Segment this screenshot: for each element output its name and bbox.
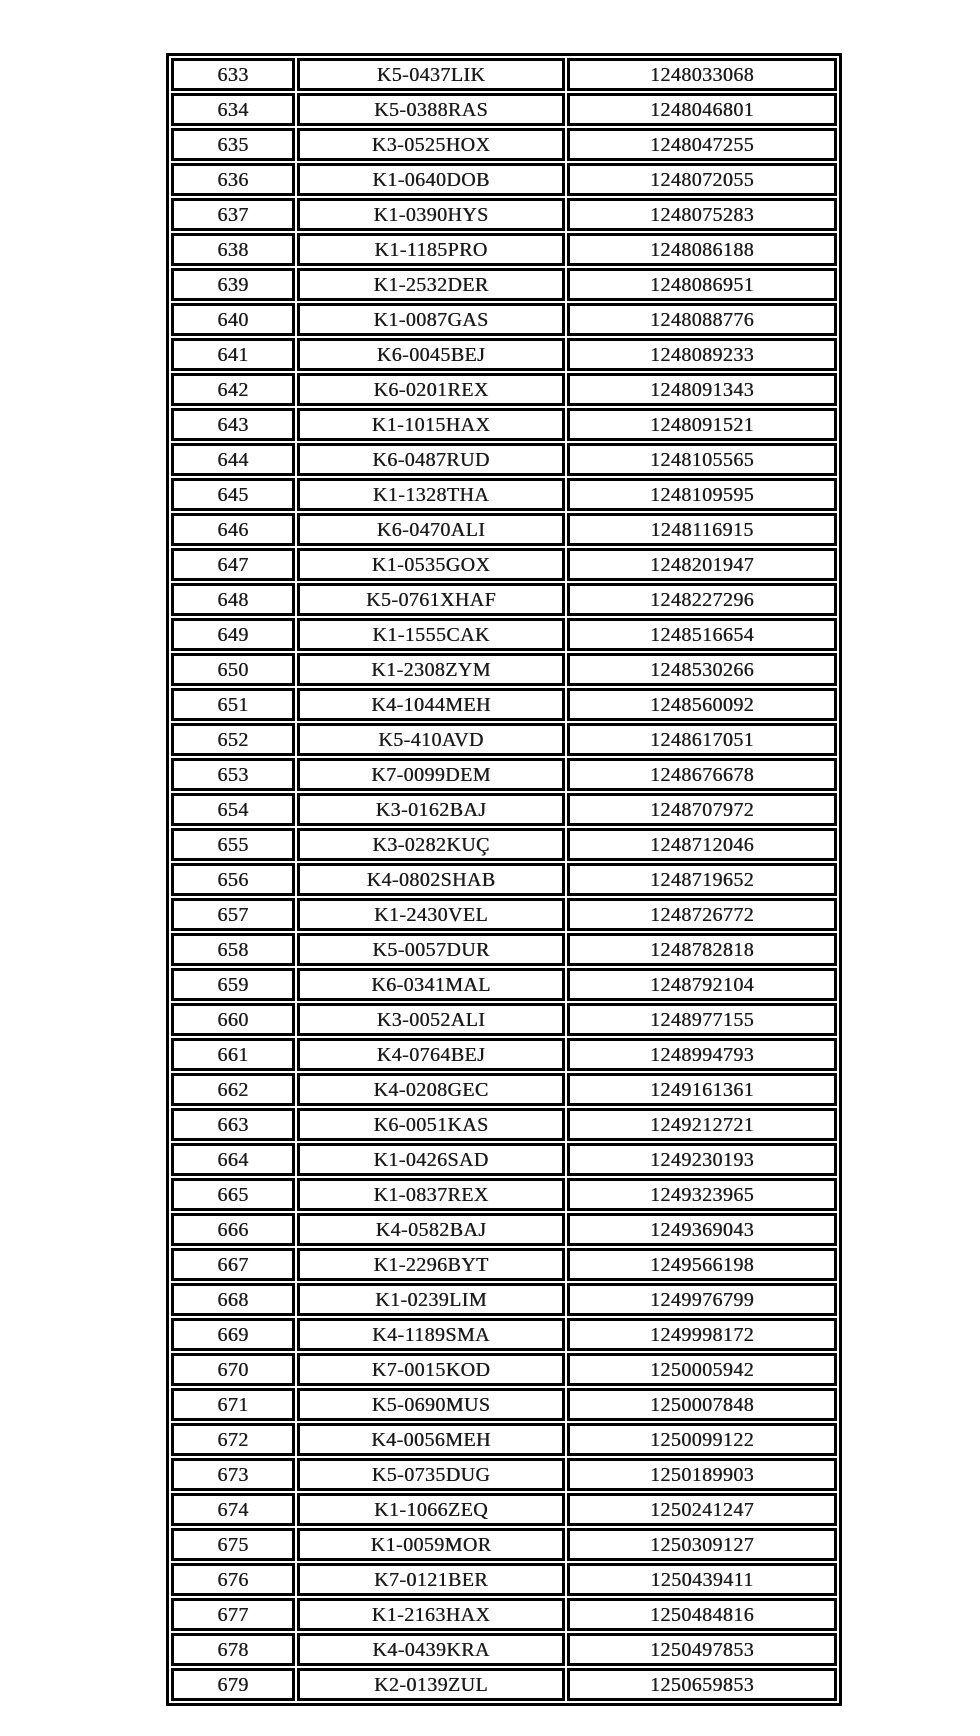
number-cell: 1248091343 (567, 373, 837, 406)
code-cell: K7-0099DEM (297, 758, 565, 791)
table-row (171, 618, 837, 651)
table-row (171, 338, 837, 371)
records-table (166, 53, 842, 1706)
code-cell: K4-0802SHAB (297, 863, 565, 896)
table-row (171, 1108, 837, 1141)
number-cell: 1248516654 (567, 618, 837, 651)
row-index-cell: 660 (171, 1003, 295, 1036)
number-cell: 1248086188 (567, 233, 837, 266)
row-index-cell: 647 (171, 548, 295, 581)
number-cell: 1248676678 (567, 758, 837, 791)
number-cell: 1248719652 (567, 863, 837, 896)
code-cell: K5-0437LIK (297, 58, 565, 91)
code-cell: K2-0139ZUL (297, 1668, 565, 1701)
table-row (171, 548, 837, 581)
number-cell: 1250189903 (567, 1458, 837, 1491)
code-cell: K4-0764BEJ (297, 1038, 565, 1071)
number-cell: 1250439411 (567, 1563, 837, 1596)
table-row (171, 128, 837, 161)
number-cell: 1249161361 (567, 1073, 837, 1106)
table-row (171, 513, 837, 546)
row-index-cell: 673 (171, 1458, 295, 1491)
row-index-cell: 654 (171, 793, 295, 826)
number-cell: 1248530266 (567, 653, 837, 686)
table-row (171, 1388, 837, 1421)
code-cell: K3-0052ALI (297, 1003, 565, 1036)
table-row (171, 198, 837, 231)
number-cell: 1248116915 (567, 513, 837, 546)
number-cell: 1249323965 (567, 1178, 837, 1211)
number-cell: 1248089233 (567, 338, 837, 371)
table-row (171, 968, 837, 1001)
code-cell: K1-0390HYS (297, 198, 565, 231)
table-row (171, 1073, 837, 1106)
table-row (171, 1003, 837, 1036)
number-cell: 1248617051 (567, 723, 837, 756)
table-row (171, 1668, 837, 1701)
code-cell: K4-0056MEH (297, 1423, 565, 1456)
code-cell: K6-0341MAL (297, 968, 565, 1001)
number-cell: 1248977155 (567, 1003, 837, 1036)
code-cell: K1-0535GOX (297, 548, 565, 581)
number-cell: 1250099122 (567, 1423, 837, 1456)
table-row (171, 828, 837, 861)
code-cell: K1-2296BYT (297, 1248, 565, 1281)
table-row (171, 163, 837, 196)
number-cell: 1248994793 (567, 1038, 837, 1071)
table-row (171, 478, 837, 511)
row-index-cell: 665 (171, 1178, 295, 1211)
table-row (171, 1038, 837, 1071)
table-row (171, 758, 837, 791)
row-index-cell: 633 (171, 58, 295, 91)
row-index-cell: 653 (171, 758, 295, 791)
table-row (171, 408, 837, 441)
table-row (171, 1143, 837, 1176)
row-index-cell: 655 (171, 828, 295, 861)
code-cell: K7-0121BER (297, 1563, 565, 1596)
table-row (171, 303, 837, 336)
code-cell: K5-0735DUG (297, 1458, 565, 1491)
row-index-cell: 671 (171, 1388, 295, 1421)
table-row (171, 863, 837, 896)
row-index-cell: 639 (171, 268, 295, 301)
table-row (171, 268, 837, 301)
table-row (171, 933, 837, 966)
row-index-cell: 656 (171, 863, 295, 896)
row-index-cell: 651 (171, 688, 295, 721)
table-row (171, 723, 837, 756)
table-row (171, 688, 837, 721)
table-row (171, 1458, 837, 1491)
row-index-cell: 648 (171, 583, 295, 616)
row-index-cell: 674 (171, 1493, 295, 1526)
number-cell: 1250005942 (567, 1353, 837, 1386)
table-row (171, 233, 837, 266)
row-index-cell: 657 (171, 898, 295, 931)
code-cell: K3-0525HOX (297, 128, 565, 161)
row-index-cell: 649 (171, 618, 295, 651)
row-index-cell: 636 (171, 163, 295, 196)
number-cell: 1248201947 (567, 548, 837, 581)
number-cell: 1249976799 (567, 1283, 837, 1316)
row-index-cell: 640 (171, 303, 295, 336)
table-row (171, 653, 837, 686)
number-cell: 1249998172 (567, 1318, 837, 1351)
table-row (171, 898, 837, 931)
code-cell: K6-0487RUD (297, 443, 565, 476)
code-cell: K5-410AVD (297, 723, 565, 756)
row-index-cell: 635 (171, 128, 295, 161)
table-row (171, 1283, 837, 1316)
row-index-cell: 677 (171, 1598, 295, 1631)
number-cell: 1250309127 (567, 1528, 837, 1561)
table-row (171, 793, 837, 826)
code-cell: K6-0051KAS (297, 1108, 565, 1141)
table-row (171, 1423, 837, 1456)
row-index-cell: 652 (171, 723, 295, 756)
row-index-cell: 679 (171, 1668, 295, 1701)
table-row (171, 58, 837, 91)
number-cell: 1250484816 (567, 1598, 837, 1631)
row-index-cell: 643 (171, 408, 295, 441)
row-index-cell: 642 (171, 373, 295, 406)
table-row (171, 443, 837, 476)
number-cell: 1248072055 (567, 163, 837, 196)
code-cell: K1-1328THA (297, 478, 565, 511)
number-cell: 1250497853 (567, 1633, 837, 1666)
code-cell: K1-2308ZYM (297, 653, 565, 686)
row-index-cell: 644 (171, 443, 295, 476)
code-cell: K1-1555CAK (297, 618, 565, 651)
row-index-cell: 666 (171, 1213, 295, 1246)
number-cell: 1250007848 (567, 1388, 837, 1421)
code-cell: K6-0045BEJ (297, 338, 565, 371)
row-index-cell: 667 (171, 1248, 295, 1281)
code-cell: K1-0087GAS (297, 303, 565, 336)
row-index-cell: 678 (171, 1633, 295, 1666)
table-row (171, 1213, 837, 1246)
code-cell: K1-0059MOR (297, 1528, 565, 1561)
table-row (171, 1528, 837, 1561)
number-cell: 1248726772 (567, 898, 837, 931)
code-cell: K1-2532DER (297, 268, 565, 301)
code-cell: K1-0239LIM (297, 1283, 565, 1316)
code-cell: K4-0582BAJ (297, 1213, 565, 1246)
code-cell: K5-0761XHAF (297, 583, 565, 616)
number-cell: 1248712046 (567, 828, 837, 861)
code-cell: K3-0162BAJ (297, 793, 565, 826)
records-table-container (166, 53, 842, 1706)
row-index-cell: 645 (171, 478, 295, 511)
row-index-cell: 663 (171, 1108, 295, 1141)
code-cell: K4-0439KRA (297, 1633, 565, 1666)
table-row (171, 583, 837, 616)
row-index-cell: 634 (171, 93, 295, 126)
number-cell: 1248560092 (567, 688, 837, 721)
code-cell: K5-0388RAS (297, 93, 565, 126)
code-cell: K1-2430VEL (297, 898, 565, 931)
row-index-cell: 637 (171, 198, 295, 231)
code-cell: K5-0057DUR (297, 933, 565, 966)
code-cell: K1-1015HAX (297, 408, 565, 441)
number-cell: 1248033068 (567, 58, 837, 91)
number-cell: 1248086951 (567, 268, 837, 301)
code-cell: K1-1066ZEQ (297, 1493, 565, 1526)
code-cell: K6-0470ALI (297, 513, 565, 546)
table-row (171, 1633, 837, 1666)
code-cell: K4-1189SMA (297, 1318, 565, 1351)
number-cell: 1248075283 (567, 198, 837, 231)
table-row (171, 93, 837, 126)
code-cell: K5-0690MUS (297, 1388, 565, 1421)
number-cell: 1248707972 (567, 793, 837, 826)
row-index-cell: 658 (171, 933, 295, 966)
code-cell: K3-0282KUÇ (297, 828, 565, 861)
number-cell: 1248227296 (567, 583, 837, 616)
row-index-cell: 672 (171, 1423, 295, 1456)
table-row (171, 1248, 837, 1281)
row-index-cell: 668 (171, 1283, 295, 1316)
code-cell: K1-0837REX (297, 1178, 565, 1211)
number-cell: 1249212721 (567, 1108, 837, 1141)
code-cell: K6-0201REX (297, 373, 565, 406)
table-row (171, 1598, 837, 1631)
number-cell: 1248105565 (567, 443, 837, 476)
code-cell: K1-1185PRO (297, 233, 565, 266)
number-cell: 1248782818 (567, 933, 837, 966)
code-cell: K1-0426SAD (297, 1143, 565, 1176)
table-row (171, 373, 837, 406)
row-index-cell: 670 (171, 1353, 295, 1386)
row-index-cell: 638 (171, 233, 295, 266)
number-cell: 1248046801 (567, 93, 837, 126)
row-index-cell: 675 (171, 1528, 295, 1561)
number-cell: 1250241247 (567, 1493, 837, 1526)
number-cell: 1249566198 (567, 1248, 837, 1281)
row-index-cell: 641 (171, 338, 295, 371)
table-row (171, 1318, 837, 1351)
table-row (171, 1563, 837, 1596)
row-index-cell: 664 (171, 1143, 295, 1176)
records-table-body (171, 58, 837, 1701)
row-index-cell: 650 (171, 653, 295, 686)
row-index-cell: 659 (171, 968, 295, 1001)
table-row (171, 1178, 837, 1211)
row-index-cell: 661 (171, 1038, 295, 1071)
row-index-cell: 676 (171, 1563, 295, 1596)
code-cell: K4-1044MEH (297, 688, 565, 721)
number-cell: 1249369043 (567, 1213, 837, 1246)
code-cell: K1-0640DOB (297, 163, 565, 196)
code-cell: K1-2163HAX (297, 1598, 565, 1631)
number-cell: 1248109595 (567, 478, 837, 511)
number-cell: 1248792104 (567, 968, 837, 1001)
number-cell: 1248047255 (567, 128, 837, 161)
number-cell: 1249230193 (567, 1143, 837, 1176)
row-index-cell: 669 (171, 1318, 295, 1351)
number-cell: 1248091521 (567, 408, 837, 441)
number-cell: 1250659853 (567, 1668, 837, 1701)
row-index-cell: 662 (171, 1073, 295, 1106)
number-cell: 1248088776 (567, 303, 837, 336)
code-cell: K7-0015KOD (297, 1353, 565, 1386)
table-row (171, 1493, 837, 1526)
table-row (171, 1353, 837, 1386)
code-cell: K4-0208GEC (297, 1073, 565, 1106)
row-index-cell: 646 (171, 513, 295, 546)
